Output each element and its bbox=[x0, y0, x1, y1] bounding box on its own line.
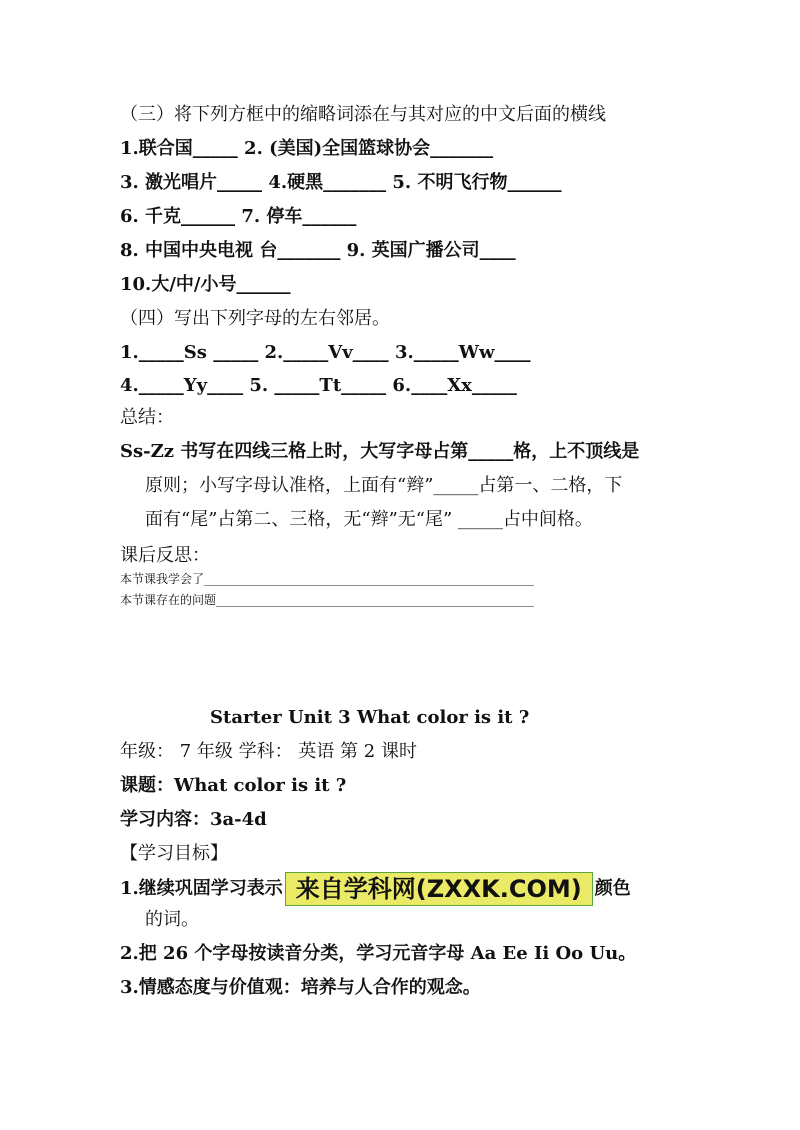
lesson-grade-line: 年级： 7 年级 学科： 英语 第 2 课时 bbox=[120, 741, 417, 762]
reflection-line-1: 本节课我学会了_______________________________________________________ bbox=[120, 572, 535, 586]
reflection-title: 课后反思： bbox=[120, 545, 210, 566]
watermark-banner: 来自学科网(ZXXK.COM) bbox=[285, 872, 593, 906]
section3-heading: （三）将下列方框中的缩略词添在与其对应的中文后面的横线 bbox=[120, 104, 606, 125]
objective-1-after: 颜色 bbox=[594, 878, 631, 899]
section3-line-5: 10.大/中/小号______ bbox=[120, 274, 291, 295]
section4-line-1: 1._____Ss _____ 2._____Vv____ 3._____Ww____ bbox=[120, 342, 531, 363]
section4-line-2: 4._____Yy____ 5. _____Tt_____ 6.____Xx_____ bbox=[120, 375, 517, 396]
section3-line-4: 8. 中国中央电视 台_______ 9. 英国广播公司____ bbox=[120, 240, 516, 261]
section3-line-1: 1.联合国_____ 2. (美国)全国篮球协会_______ bbox=[120, 138, 494, 159]
section3-line-2: 3. 激光唱片_____ 4.硬黑_______ 5. 不明飞行物______ bbox=[120, 172, 562, 193]
summary-line-3: 面有“尾”占第二、三格，无“辫”无“尾” _____占中间格。 bbox=[145, 509, 593, 530]
summary-line-2: 原则；小写字母认准格，上面有“辫”_____占第一、二格，下 bbox=[145, 475, 623, 496]
lesson-topic: 课题：What color is it ? bbox=[120, 775, 347, 796]
objective-1 bbox=[120, 871, 631, 907]
objective-3: 3.情感态度与价值观：培养与人合作的观念。 bbox=[120, 977, 481, 998]
summary-line-1: Ss-Zz 书写在四线三格上时，大写字母占第_____格，上不顶线是 bbox=[120, 441, 640, 462]
objective-2: 2.把 26 个字母按读音分类，学习元音字母 Aa Ee Ii Oo Uu。 bbox=[120, 943, 637, 964]
reflection-line-2: 本节课存在的问题_____________________________________________________ bbox=[120, 593, 535, 607]
objectives-heading: 【学习目标】 bbox=[120, 843, 228, 864]
summary-title: 总结： bbox=[120, 407, 174, 428]
objective-1-continued: 的词。 bbox=[145, 909, 199, 930]
objective-1-before: 1.继续巩固学习表示 bbox=[120, 878, 283, 899]
lesson-title: Starter Unit 3 What color is it ? bbox=[210, 707, 530, 728]
section3-line-3: 6. 千克______ 7. 停车______ bbox=[120, 206, 357, 227]
section4-heading: （四）写出下列字母的左右邻居。 bbox=[120, 308, 390, 329]
lesson-content: 学习内容：3a-4d bbox=[120, 809, 267, 830]
